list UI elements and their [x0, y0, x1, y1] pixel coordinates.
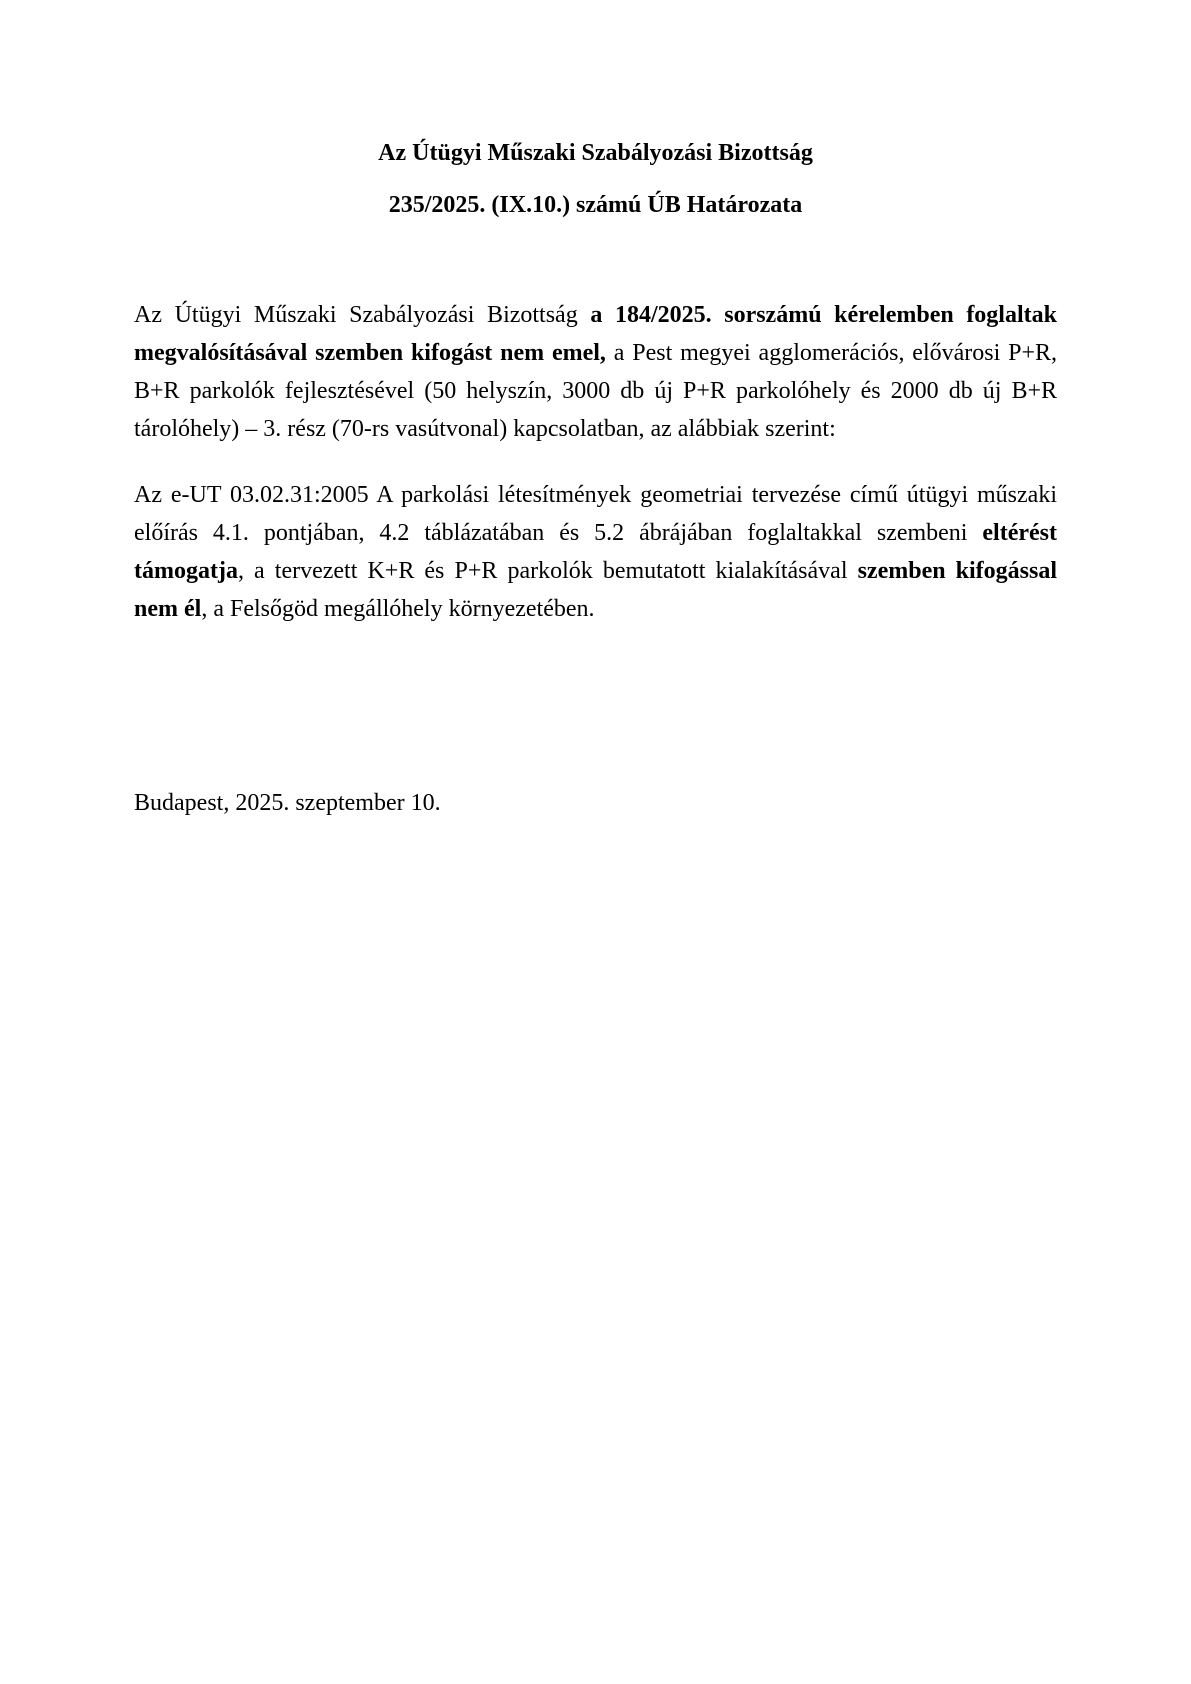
- paragraph-decision: Az Útügyi Műszaki Szabályozási Bizottság a 184/2025. sorszámú kérelemben foglaltak megvalósításával szemben kifogást nem emel, a Pest megyei agglomerációs, elővárosi P+R, B+R parkolók fejlesztésével (50 helyszín, 3000 db új P+R parkolóhely és 2000 db új B+R tárolóhely) – 3. rész (70-rs vasútvonal) kapcsolatban, az alábbiak szerint:: [134, 302, 1057, 442]
- date-line: Budapest, 2025. szeptember 10.: [134, 790, 441, 816]
- document-subtitle: 235/2025. (IX.10.) számú ÚB Határozata: [388, 192, 803, 218]
- paragraph-details: Az e-UT 03.02.31:2005 A parkolási létesítmények geometriai tervezése című útügyi műszaki előírás 4.1. pontjában, 4.2 táblázatában és 5.2 ábrájában foglaltakkal szembeni eltérést támogatja, a tervezett K+R és P+R parkolók bemutatott kialakításával szemben kifogással nem él, a Felsőgöd megállóhely környezetében.: [134, 482, 1057, 622]
- document-title: Az Útügyi Műszaki Szabályozási Bizottság: [378, 140, 813, 166]
